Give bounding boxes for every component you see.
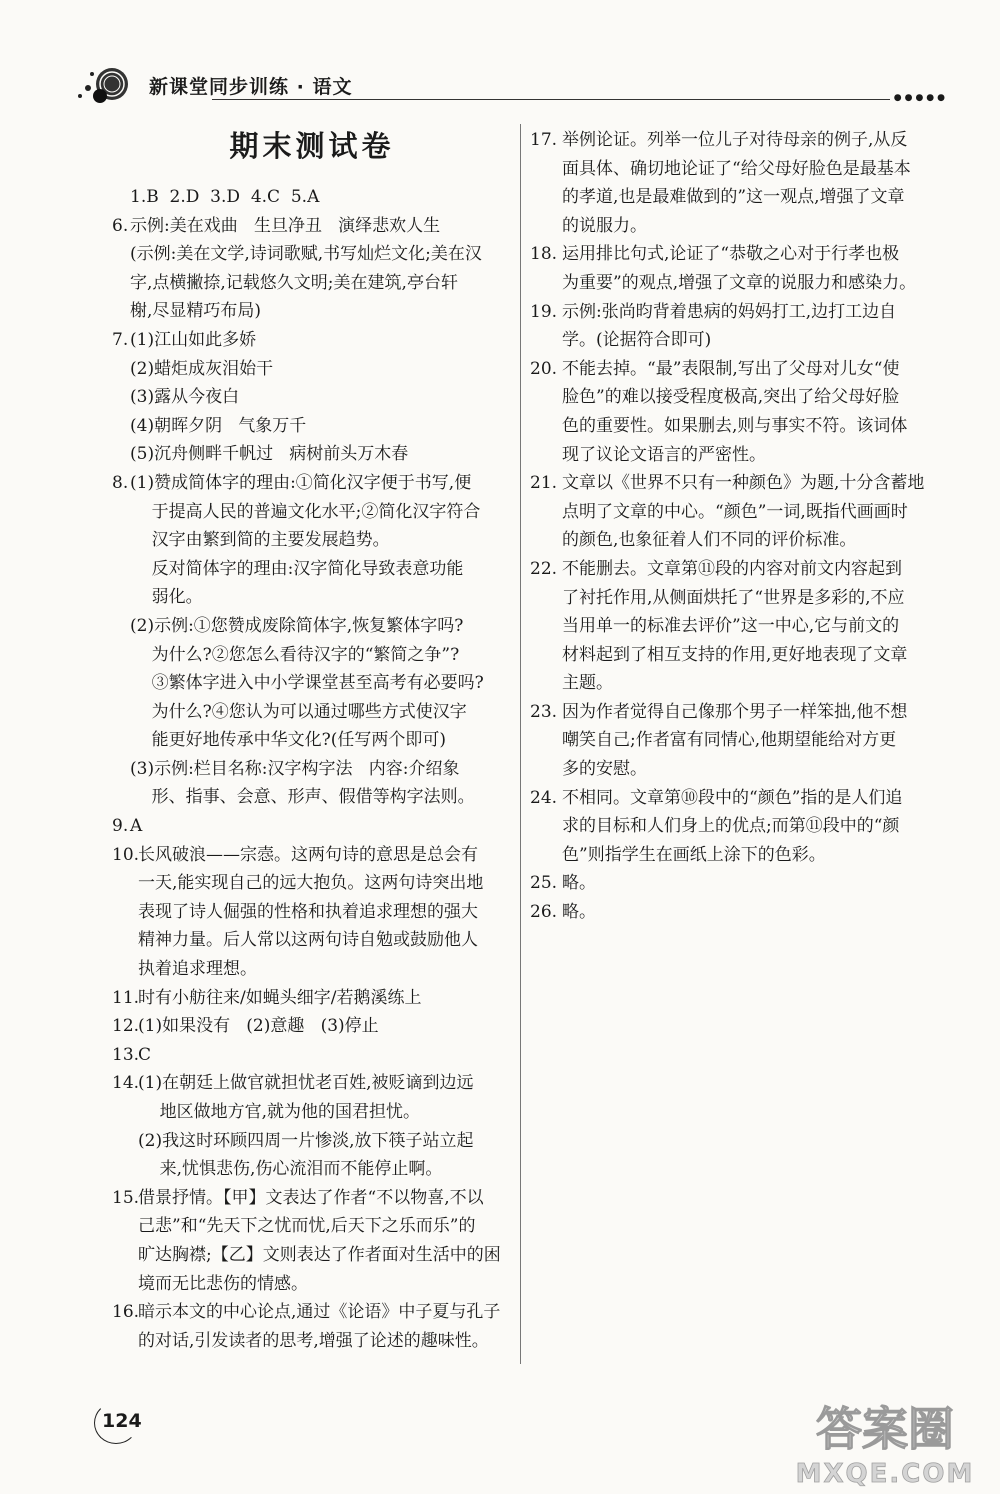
answer-line: 的颜色,也象征着人们不同的评价标准。: [562, 530, 857, 551]
answer-text: [130, 212, 512, 326]
answer-line: 点明了文章的中心。“颜色”一词,既指代画画时: [562, 501, 908, 522]
answer-text: [130, 469, 512, 812]
answer-line: 运用排比句式,论证了“恭敬之心对于行孝也极: [562, 244, 900, 265]
answer-line: 不相同。文章第⑩段中的“颜色”指的是人们追: [562, 787, 903, 808]
answer-line: 嘲笑自己;作者富有同情心,他期望能给对方更: [562, 730, 897, 751]
answer-line: 面具体、确切地论证了“给父母好脸色是最基本: [562, 158, 911, 179]
answer-number: 21.: [530, 473, 558, 494]
answer-number: 9.: [112, 816, 129, 837]
answer-text: [562, 555, 950, 698]
answer-line: 的孝道,也是最难做到的”这一观点,增强了文章: [562, 187, 905, 208]
answer-line: 色”则指学生在画纸上涂下的色彩。: [562, 844, 826, 865]
answer-line: 长风破浪——宗悫。这两句诗的意思是总会有: [138, 844, 478, 865]
answer-line: 为什么?②您怎么看待汉字的“繁简之争”?: [130, 644, 460, 665]
answer-text: [138, 841, 512, 984]
answer-line: (3)露从今夜白: [130, 387, 240, 408]
page-number-text: 124: [102, 1410, 142, 1432]
answer-item: [112, 212, 512, 326]
answer-line: 略。: [562, 902, 596, 923]
answer-line: 执着追求理想。: [138, 959, 257, 980]
answer-item: [530, 469, 950, 555]
answer-text: [138, 1069, 512, 1183]
answer-line: 材料起到了相互支持的作用,更好地表现了文章: [562, 644, 908, 665]
answer-number: 17.: [530, 130, 558, 150]
answer-line: 暗示本文的中心论点,通过《论语》中子夏与孔子: [138, 1302, 501, 1323]
answer-number: 11.: [112, 987, 140, 1008]
answer-text: [138, 1041, 512, 1070]
answer-item: [530, 784, 950, 870]
answer-text: [130, 183, 512, 212]
answer-line: 示例:张尚昀背着患病的妈妈打工,边打工边自: [562, 301, 897, 322]
answer-item: [112, 183, 512, 212]
answer-text: [562, 355, 950, 469]
answer-item: [530, 126, 950, 240]
answer-line: (1)在朝廷上做官就担忧老百姓,被贬谪到边远: [138, 1073, 474, 1094]
answer-text: [138, 1298, 512, 1355]
answer-text: [562, 469, 950, 555]
answer-line: 榭,尽显精巧布局): [130, 301, 262, 322]
answer-number: 22.: [530, 558, 558, 579]
answer-item: [112, 1041, 512, 1070]
answer-line: 字,点横撇捺,记载悠久文明;美在建筑,亭台轩: [130, 272, 458, 293]
page-title: 期末测试卷: [229, 129, 395, 163]
answer-item: [112, 1012, 512, 1041]
answer-line: 略。: [562, 873, 596, 894]
answer-line: (1)江山如此多娇: [130, 329, 257, 350]
answer-item: [112, 1069, 512, 1183]
answer-line: 因为作者觉得自己像那个男子一样笨拙,他不想: [562, 701, 908, 722]
answer-number: 25.: [530, 873, 558, 894]
answer-text: [562, 240, 950, 297]
book-title: 新课堂同步训练 · 语文: [149, 76, 353, 98]
answer-item: [530, 240, 950, 297]
answer-line: (4)朝晖夕阴 气象万千: [130, 415, 307, 436]
answer-number: [112, 183, 130, 212]
answer-line: 旷达胸襟;【乙】文则表达了作者面对生活中的困: [138, 1244, 501, 1265]
answer-line: 反对简体字的理由:汉字简化导致表意功能: [130, 558, 464, 579]
answer-number: 13.: [112, 1044, 140, 1065]
answer-line: (1)如果没有 (2)意趣 (3)停止: [138, 1016, 379, 1037]
column-divider: [520, 124, 521, 1364]
answer-line: 精神力量。后人常以这两句诗自勉或鼓励他人: [138, 930, 478, 951]
answer-line: (2)示例:①您赞成废除简体字,恢复繁体字吗?: [130, 615, 464, 636]
answer-line: 举例论证。列举一位儿子对待母亲的例子,从反: [562, 130, 908, 150]
page-header: [72, 62, 952, 112]
answer-item: [112, 984, 512, 1013]
answer-number: 14.: [112, 1073, 140, 1094]
answer-line: (2)蜡炬成灰泪始干: [130, 358, 274, 379]
answer-text: [562, 298, 950, 355]
answer-line: 能更好地传承中华文化?(任写两个即可): [130, 730, 446, 751]
answer-line: 多的安慰。: [562, 759, 647, 780]
answer-line: 形、指事、会意、形声、假借等构字法则。: [130, 787, 475, 808]
answer-line: 示例:美在戏曲 生旦净丑 演绎悲欢人生: [130, 215, 441, 236]
answer-text: [562, 126, 950, 240]
answer-line: 地区做地方官,就为他的国君担忧。: [138, 1102, 421, 1122]
answer-item: [530, 869, 950, 898]
answer-text: [138, 984, 512, 1013]
answer-line: 主题。: [562, 673, 613, 694]
book-logo-icon: [72, 62, 134, 110]
answer-line: 于提高人民的普遍文化水平;②简化汉字符合: [130, 501, 481, 522]
answer-item: [112, 812, 512, 841]
right-column: [530, 126, 950, 927]
answer-line: (3)示例:栏目名称:汉字构字法 内容:介绍象: [130, 758, 460, 779]
answer-text: [562, 869, 950, 898]
answer-item: [530, 355, 950, 469]
answer-line: 的说服力。: [562, 215, 647, 236]
answer-line: 的对话,引发读者的思考,增强了论述的趣味性。: [138, 1330, 489, 1351]
answer-line: 学。(论据符合即可): [562, 330, 712, 351]
answer-line: 时有小舫往来/如蝇头细字/若鹅溪练上: [138, 987, 422, 1008]
answer-item: [112, 469, 512, 812]
answer-line: 当用单一的标准去评价”这一中心,它与前文的: [562, 616, 900, 637]
answer-text: [562, 784, 950, 870]
answer-number: 20.: [530, 358, 558, 379]
answer-number: 7.: [112, 329, 129, 350]
answer-item: [112, 1184, 512, 1298]
answer-line: 1.B 2.D 3.D 4.C 5.A: [130, 187, 320, 207]
answer-line: 脸色”的难以接受程度极高,突出了给父母好脸: [562, 387, 900, 408]
answer-text: [138, 1012, 512, 1041]
answer-line: 求的目标和人们身上的优点;而第⑪段中的“颜: [562, 816, 900, 837]
answer-line: 汉字由繁到简的主要发展趋势。: [130, 530, 390, 551]
answer-text: [562, 898, 950, 927]
answer-line: 了衬托作用,从侧面烘托了“世界是多彩的,不应: [562, 587, 905, 608]
watermark-text: 答案圈: [816, 1402, 954, 1456]
answer-number: 24.: [530, 787, 558, 808]
header-dots: ●●●●●: [893, 93, 948, 103]
answer-line: (5)沉舟侧畔千帆过 病树前头万木春: [130, 444, 409, 465]
answer-line: C: [138, 1044, 152, 1065]
header-rule: [212, 99, 890, 100]
answer-line: 来,忧惧悲伤,伤心流泪而不能停止啊。: [138, 1159, 443, 1180]
answer-text: [138, 1184, 512, 1298]
answer-line: 文章以《世界不只有一种颜色》为题,十分含蓄地: [562, 473, 925, 494]
answer-number: 19.: [530, 301, 558, 322]
answer-number: 26.: [530, 902, 558, 923]
answer-line: 不能删去。文章第⑪段的内容对前文内容起到: [562, 558, 902, 579]
answer-number: 12.: [112, 1016, 140, 1037]
answer-line: (示例:美在文学,诗词歌赋,书写灿烂文化;美在汉: [130, 244, 482, 265]
answer-text: [130, 812, 512, 841]
answer-number: 23.: [530, 701, 558, 722]
answer-item: [530, 555, 950, 698]
answer-line: 为什么?④您认为可以通过哪些方式使汉字: [130, 701, 467, 722]
answer-line: ③繁体字进入中小学课堂甚至高考有必要吗?: [130, 673, 484, 694]
answer-line: 现了议论文语言的严密性。: [562, 444, 766, 465]
answer-line: 表现了诗人倔强的性格和执着追求理想的强大: [138, 901, 478, 922]
answer-number: 8.: [112, 472, 129, 493]
answer-number: 10.: [112, 844, 140, 865]
answer-line: 己悲”和“先天下之忧而忧,后天下之乐而乐”的: [138, 1216, 476, 1237]
answer-number: 16.: [112, 1302, 140, 1323]
answer-line: 境而无比悲伤的情感。: [138, 1273, 308, 1294]
answer-number: 18.: [530, 244, 558, 265]
answer-line: 弱化。: [130, 587, 203, 608]
answer-item: [112, 326, 512, 469]
answer-line: (2)我这时环顾四周一片惨淡,放下筷子站立起: [138, 1130, 474, 1151]
answer-line: (1)赞成简体字的理由:①简化汉字便于书写,便: [130, 472, 472, 493]
answer-item: [530, 298, 950, 355]
answer-line: 借景抒情。【甲】文表达了作者“不以物喜,不以: [138, 1187, 484, 1208]
answer-line: 不能去掉。“最”表限制,写出了父母对儿女“使: [562, 358, 900, 379]
answer-text: [562, 698, 950, 784]
answer-number: 6.: [112, 215, 129, 236]
answer-text: [130, 326, 512, 469]
answer-line: 色的重要性。如果删去,则与事实不符。该词体: [562, 415, 908, 436]
answer-item: [530, 898, 950, 927]
answer-line: A: [130, 816, 143, 837]
answer-number: 15.: [112, 1187, 140, 1208]
answer-line: 一天,能实现自己的远大抱负。这两句诗突出地: [138, 873, 484, 894]
left-column: [112, 129, 512, 1355]
answer-line: 为重要”的观点,增强了文章的说服力和感染力。: [562, 272, 917, 293]
answer-item: [112, 841, 512, 984]
page-number: [94, 1402, 142, 1442]
answer-item: [112, 1298, 512, 1355]
watermark-url: MXQE.COM: [795, 1459, 975, 1489]
answer-item: [530, 698, 950, 784]
watermark-logo: [780, 1390, 990, 1490]
